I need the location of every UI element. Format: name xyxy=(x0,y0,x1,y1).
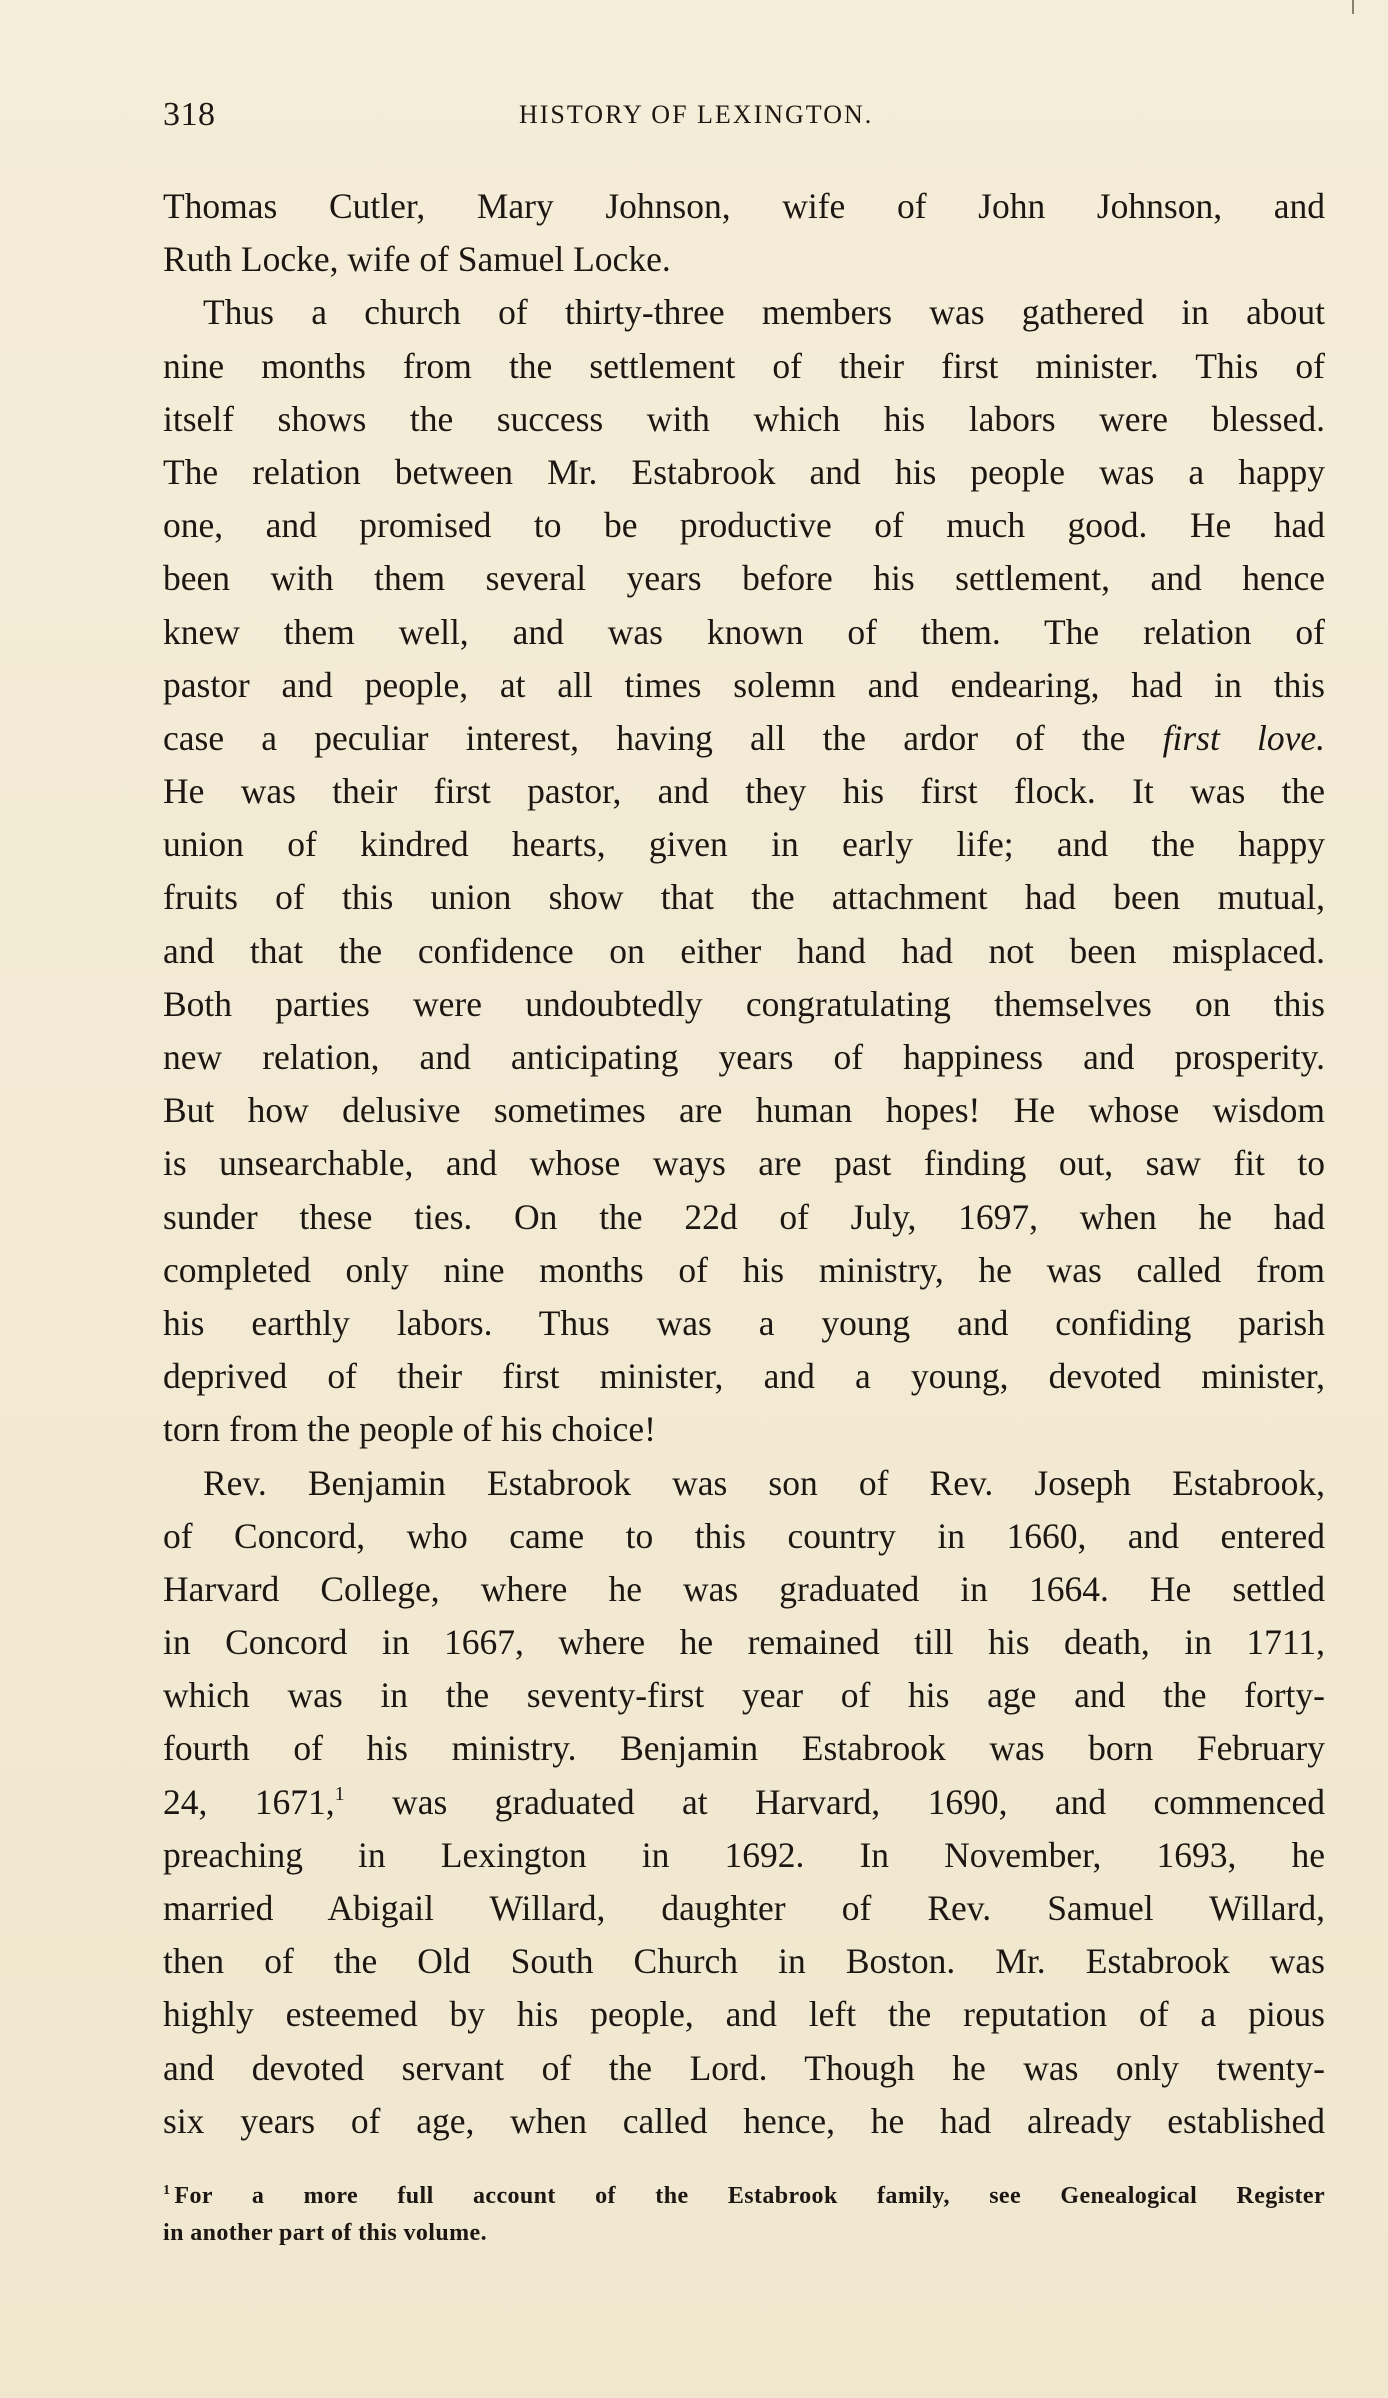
text-line: been with them several years before his settlement, and hence xyxy=(163,558,1325,599)
text-line: Thus a church of thirty-three members was gathered in about xyxy=(203,292,1325,333)
text-line: pastor and people, at all times solemn and endearing, had in this xyxy=(163,664,1325,705)
text-line: six years of age, when called hence, he had already established xyxy=(163,2100,1325,2141)
text-line: The relation between Mr. Estabrook and his people was a happy xyxy=(163,451,1325,492)
line-text: case a peculiar interest, having all the ardor of the xyxy=(163,717,1126,758)
page-number: 318 xyxy=(163,96,216,133)
text-line: fourth of his ministry. Benjamin Estabrook was born February xyxy=(163,1728,1325,1769)
text-line: itself shows the success with which his labors were blessed. xyxy=(163,398,1325,439)
text-line: Thomas Cutler, Mary Johnson, wife of John Johnson, and xyxy=(163,186,1325,226)
text-line: new relation, and anticipating years of happiness and prosperity. xyxy=(163,1037,1325,1077)
text-line: Ruth Locke, wife of Samuel Locke. xyxy=(163,239,671,280)
text-line: then of the Old South Church in Boston. Mr. Estabrook was xyxy=(163,1941,1325,1982)
text-line: nine months from the settlement of their first minister. This of xyxy=(163,345,1325,386)
line-text: was graduated at Harvard, 1690, and commenced xyxy=(344,1781,1326,1822)
text-line: deprived of their first minister, and a young, devoted minister, xyxy=(163,1356,1325,1397)
running-head xyxy=(163,96,1328,136)
text-line: He was their first pastor, and they his first flock. It was the xyxy=(163,771,1325,812)
text-line xyxy=(163,1776,1325,1829)
footnote-text: For a more full account of the Estabrook family, see Genealogical Register xyxy=(174,2183,1325,2209)
text-line: is unsearchable, and whose ways are past finding out, saw fit to xyxy=(163,1143,1325,1184)
text-line: Harvard College, where he was graduated in 1664. He settled xyxy=(163,1568,1325,1609)
running-title: HISTORY OF LEXINGTON. xyxy=(519,100,874,129)
body-text xyxy=(163,180,1325,2148)
footnote-marker: 1 xyxy=(163,2183,171,2198)
text-line: Both parties were undoubtedly congratulating themselves on this xyxy=(163,983,1325,1024)
footnote-line xyxy=(163,2178,1325,2215)
text-line xyxy=(163,712,1325,765)
text-line: and that the confidence on either hand had not been misplaced. xyxy=(163,930,1325,971)
footnote-line: in another part of this volume. xyxy=(163,2220,487,2246)
text-line: which was in the seventy-first year of his age and the forty- xyxy=(163,1675,1325,1716)
line-text: 24, 1671, xyxy=(163,1781,335,1822)
text-line: of Concord, who came to this country in 1660, and entered xyxy=(163,1515,1325,1556)
text-line: Rev. Benjamin Estabrook was son of Rev. Joseph Estabrook, xyxy=(203,1462,1325,1503)
footnote xyxy=(163,2178,1325,2252)
text-line: knew them well, and was known of them. The relation of xyxy=(163,611,1325,652)
scan-mark xyxy=(1352,0,1354,14)
text-line: But how delusive sometimes are human hopes! He whose wisdom xyxy=(163,1090,1325,1131)
text-line: completed only nine months of his ministry, he was called from xyxy=(163,1249,1325,1290)
text-line: torn from the people of his choice! xyxy=(163,1409,656,1450)
text-line: in Concord in 1667, where he remained till his death, in 1711, xyxy=(163,1622,1325,1663)
footnote-ref: 1 xyxy=(334,1782,345,1805)
text-line: union of kindred hearts, given in early life; and the happy xyxy=(163,824,1325,865)
text-line: one, and promised to be productive of much good. He had xyxy=(163,505,1325,546)
text-line: married Abigail Willard, daughter of Rev. Samuel Willard, xyxy=(163,1888,1325,1928)
text-line: fruits of this union show that the attachment had been mutual, xyxy=(163,877,1325,918)
italic-phrase: first love. xyxy=(1162,717,1326,758)
text-line: and devoted servant of the Lord. Though he was only twenty- xyxy=(163,2047,1325,2088)
text-line: preaching in Lexington in 1692. In November, 1693, he xyxy=(163,1834,1325,1875)
text-line: highly esteemed by his people, and left the reputation of a pious xyxy=(163,1994,1325,2035)
text-line: sunder these ties. On the 22d of July, 1697, when he had xyxy=(163,1196,1325,1237)
text-line: his earthly labors. Thus was a young and confiding parish xyxy=(163,1302,1325,1343)
